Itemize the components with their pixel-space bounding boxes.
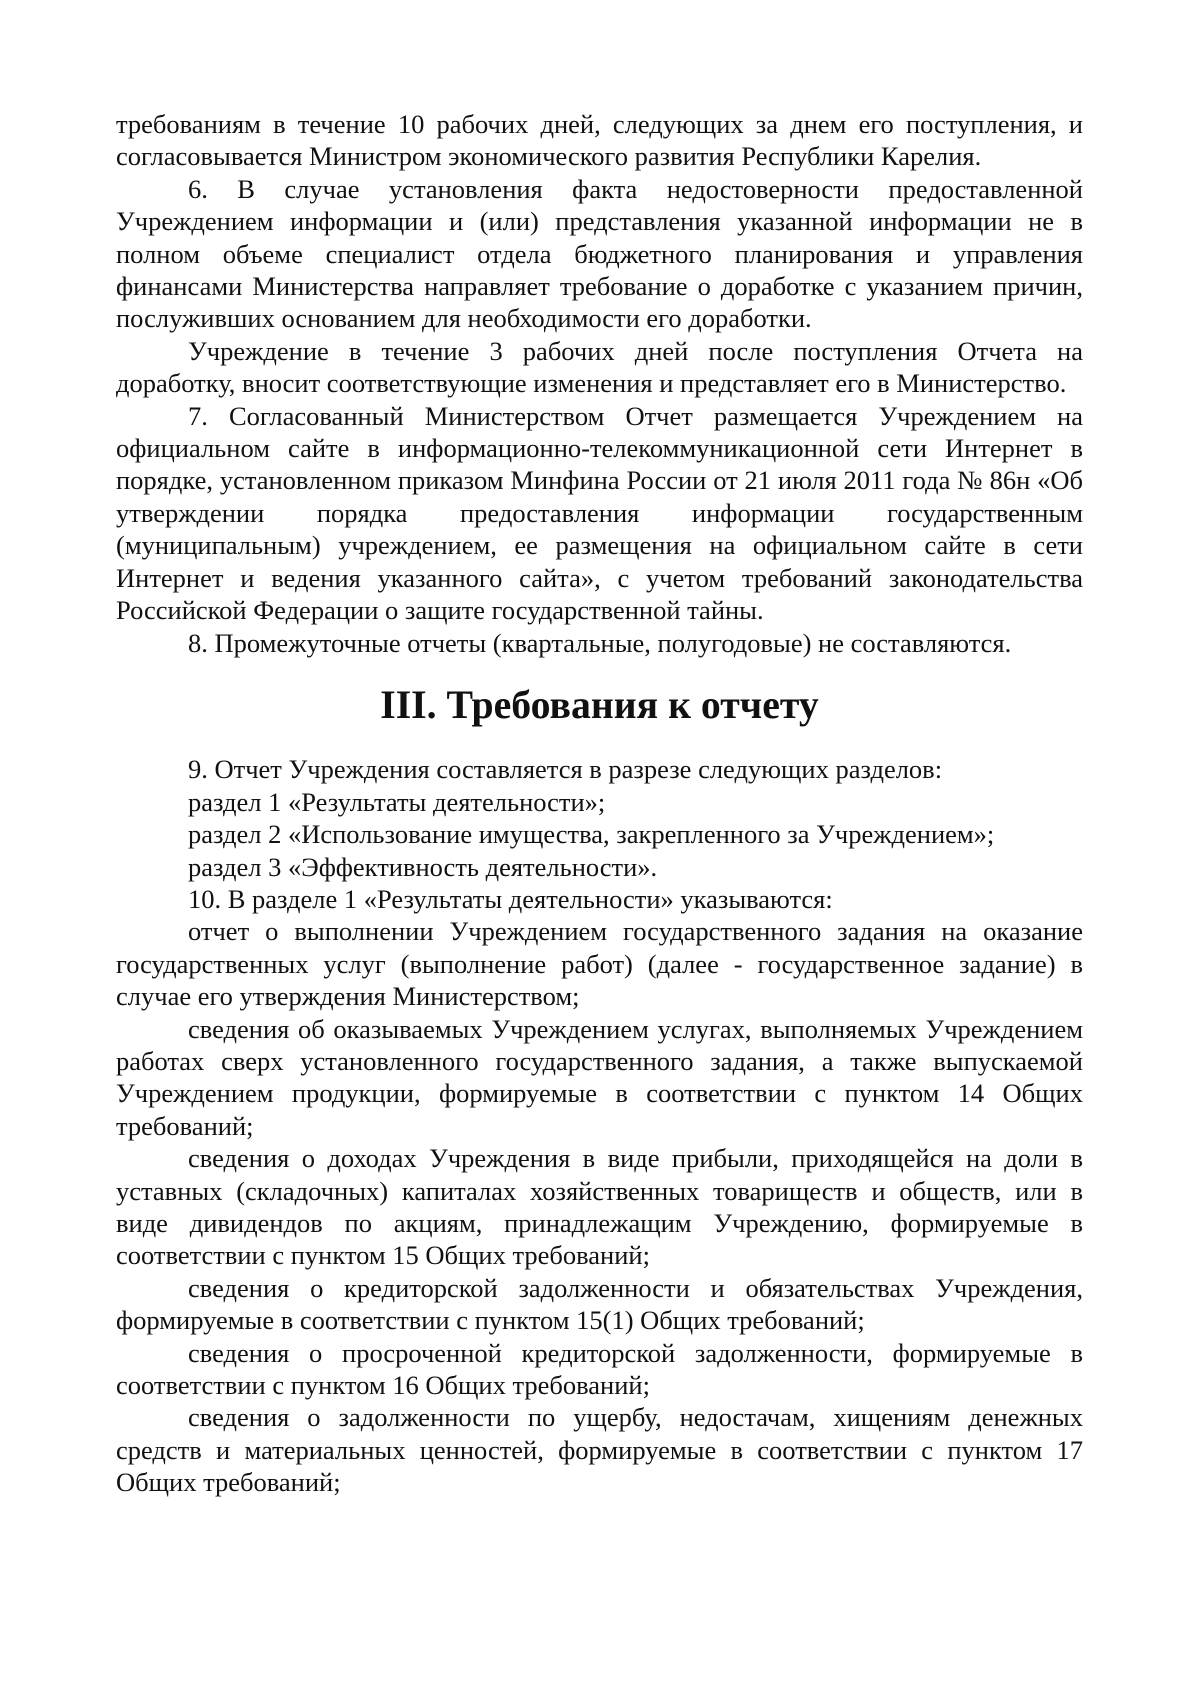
- paragraph-item-8: 8. Промежуточные отчеты (квартальные, полугодовые) не составляются.: [188, 627, 1012, 658]
- paragraph-section-2: раздел 2 «Использование имущества, закрепленного за Учреждением»;: [188, 819, 995, 850]
- document-body-before-heading: [116, 108, 1083, 659]
- paragraph-overdue-debt-info: сведения о просроченной кредиторской задолженности, формируемые в соответствии с пунктом 16 Общих требований;: [116, 1337, 1083, 1401]
- paragraph-item-9: 9. Отчет Учреждения составляется в разрезе следующих разделов:: [188, 754, 943, 785]
- paragraph-creditor-debt-info: сведения о кредиторской задолженности и обязательствах Учреждения, формируемые в соответствии с пунктом 15(1) Общих требований;: [116, 1272, 1083, 1336]
- paragraph-section-1: раздел 1 «Результаты деятельности»;: [188, 786, 606, 817]
- paragraph-services-info: сведения об оказываемых Учреждением услугах, выполняемых Учреждением работах сверх установленного государственного задания, а также выпускаемой Учреждением продукции, формируемые в соответствии с пунктом 14 Общих требований;: [116, 1013, 1083, 1141]
- paragraph-item-6: 6. В случае установления факта недостоверности предоставленной Учреждением информации и (или) представления указанной информации не в полном объеме специалист отдела бюджетного планирования и управления финансами Министерства направляет требование о доработке с указанием причин, послуживших основанием для необходимости его доработки.: [116, 173, 1083, 334]
- paragraph-revision-deadline: Учреждение в течение 3 рабочих дней после поступления Отчета на доработку, вносит соответствующие изменения и представляет его в Министерство.: [116, 335, 1083, 399]
- section-heading: III. Требования к отчету: [380, 682, 819, 727]
- paragraph-income-info: сведения о доходах Учреждения в виде прибыли, приходящейся на доли в уставных (складочных) капиталах хозяйственных товариществ и обществ, или в виде дивидендов по акциям, принадлежащим Учреждению, формируемые в соответствии с пунктом 15 Общих требований;: [116, 1143, 1083, 1271]
- paragraph-continuation: требованиям в течение 10 рабочих дней, следующих за днем его поступления, и согласовывается Министром экономического развития Республики Карелия.: [116, 109, 1083, 172]
- document-page: [116, 108, 1083, 1499]
- paragraph-section-3: раздел 3 «Эффективность деятельности».: [188, 851, 658, 882]
- paragraph-item-10: 10. В разделе 1 «Результаты деятельности» указываются:: [188, 883, 833, 914]
- paragraph-damage-debt-info: сведения о задолженности по ущербу, недостачам, хищениям денежных средств и материальных ценностей, формируемые в соответствии с пунктом 17 Общих требований;: [116, 1402, 1083, 1498]
- paragraph-item-7: 7. Согласованный Министерством Отчет размещается Учреждением на официальном сайте в информационно-телекоммуникационной сети Интернет в порядке, установленном приказом Минфина России от 21 июля 2011 года № 86н «Об утверждении порядка предоставления информации государственным (муниципальным) учреждением, ее размещения на официальном сайте в сети Интернет и ведения указанного сайта», с учетом требований законодательства Российской Федерации о защите государственной тайны.: [116, 400, 1083, 626]
- paragraph-state-task-report: отчет о выполнении Учреждением государственного задания на оказание государственных услуг (выполнение работ) (далее - государственное задание) в случае его утверждения Министерством;: [116, 916, 1083, 1012]
- document-body-after-heading: [116, 753, 1083, 1498]
